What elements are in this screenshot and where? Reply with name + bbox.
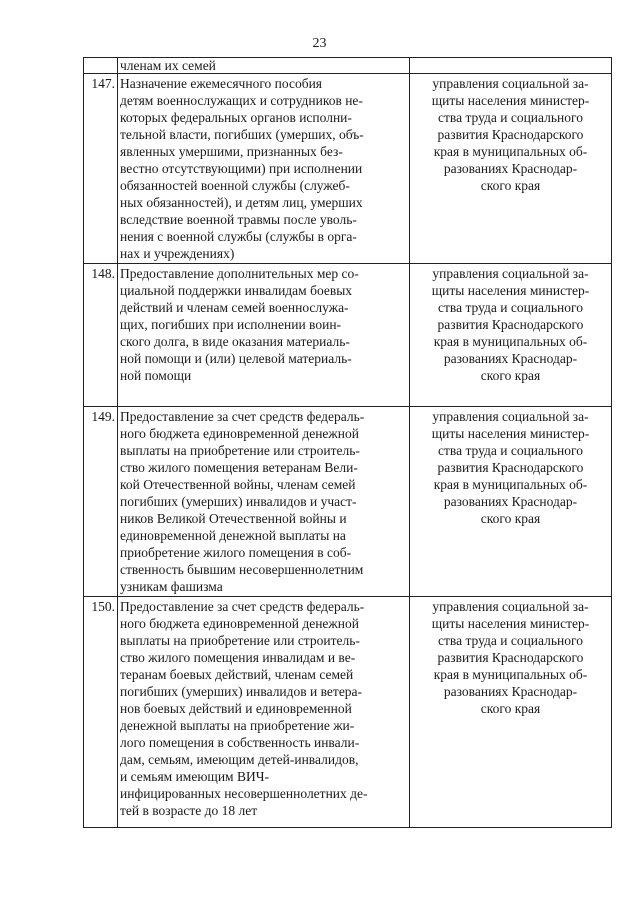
description-line: щих, погибших при исполнении воин- — [120, 317, 342, 332]
description-line: Предоставление дополнительных мер со- — [120, 266, 359, 281]
organization-line: края в муниципальных об- — [433, 144, 588, 159]
description-line: Назначение ежемесячного пособия — [120, 76, 322, 91]
organization-line: развития Краснодарского — [437, 650, 584, 665]
description-line: обязанностей военной службы (служеб- — [120, 178, 350, 193]
row-number: 150. — [84, 597, 118, 828]
description-line: вестно отсутствующими) при исполнении — [120, 161, 363, 176]
row-description — [118, 407, 410, 597]
row-description — [118, 74, 410, 264]
organization-line: управления социальной за- — [432, 409, 589, 424]
description-line: ной помощи — [120, 368, 192, 383]
row-organization — [410, 597, 612, 828]
description-line: кой Отечественной войны, членам семей — [120, 477, 356, 492]
organization-line: щиты населения министер- — [431, 616, 590, 631]
organization-line: развития Краснодарского — [437, 127, 584, 142]
description-line: лого помещения в собственность инвали- — [120, 735, 360, 750]
organization-line: края в муниципальных об- — [433, 477, 588, 492]
organization-line: ского края — [480, 368, 541, 383]
description-line: Предоставление за счет средств федераль- — [120, 599, 365, 614]
table-row-continuation — [84, 58, 612, 74]
organization-line: края в муниципальных об- — [433, 334, 588, 349]
organization-line: управления социальной за- — [432, 599, 589, 614]
description-line: которых федеральных органов исполни- — [120, 110, 352, 125]
description-line: приобретение жилого помещения в соб- — [120, 545, 352, 560]
table-row — [84, 407, 612, 597]
row-number: 148. — [84, 264, 118, 407]
description-line: и семьям имеющим ВИЧ- — [120, 769, 269, 784]
row-organization — [410, 407, 612, 597]
description-line: ство жилого помещения инвалидам и ве- — [120, 650, 356, 665]
organization-line: щиты населения министер- — [431, 426, 590, 441]
row-organization — [410, 74, 612, 264]
organization-line: края в муниципальных об- — [433, 667, 588, 682]
description-line: нения с военной службы (службы в орга- — [120, 229, 357, 244]
description-line: ственность бывшим несовершеннолетним — [120, 562, 364, 577]
table-row — [84, 264, 612, 407]
organization-line: ского края — [480, 701, 541, 716]
description-line: денежной выплаты на приобретение жи- — [120, 718, 355, 733]
table-row — [84, 597, 612, 828]
services-table — [83, 57, 612, 828]
organization-line: ства труда и социального — [438, 300, 583, 315]
description-line: ного бюджета единовременной денежной — [120, 616, 359, 631]
description-line: ство жилого помещения ветеранам Вели- — [120, 460, 358, 475]
row-number: 147. — [84, 74, 118, 264]
organization-line: разованиях Краснодар- — [443, 161, 578, 176]
organization-line: щиты населения министер- — [431, 283, 590, 298]
description-line: дам, семьям, имеющим детей-инвалидов, — [120, 752, 359, 767]
organization-line: развития Краснодарского — [437, 460, 584, 475]
description-line: погибших (умерших) инвалидов и участ- — [120, 494, 357, 509]
organization-line: ства труда и социального — [438, 443, 583, 458]
organization-line: ства труда и социального — [438, 633, 583, 648]
page-number: 23 — [312, 36, 327, 51]
organization-line: щиты населения министер- — [431, 93, 590, 108]
description-line: единовременной денежной выплаты на — [120, 528, 346, 543]
organization-line: управления социальной за- — [432, 76, 589, 91]
description-line: ных обязанностей), и детям лиц, умерших — [120, 195, 363, 210]
description-line: членам их семей — [120, 58, 216, 73]
description-line: ского долга, в виде оказания материаль- — [120, 334, 350, 349]
table-body — [84, 58, 612, 828]
description-line: ной помощи и (или) целевой материаль- — [120, 351, 352, 366]
description-line: нов боевых действий и единовременной — [120, 701, 352, 716]
row-description — [118, 597, 410, 828]
description-line: инфицированных несовершеннолетних де- — [120, 786, 368, 801]
row-organization — [410, 264, 612, 407]
row-description — [118, 264, 410, 407]
organization-line: разованиях Краснодар- — [443, 351, 578, 366]
row-description — [118, 58, 410, 74]
organization-line: разованиях Краснодар- — [443, 684, 578, 699]
organization-line: ского края — [480, 178, 541, 193]
description-line: действий и членам семей военнослужа- — [120, 300, 349, 315]
description-line: выплаты на приобретение или строитель- — [120, 633, 360, 648]
organization-line: ского края — [480, 511, 541, 526]
row-number — [84, 58, 118, 74]
organization-line: управления социальной за- — [432, 266, 589, 281]
row-number: 149. — [84, 407, 118, 597]
description-line: теранам боевых действий, членам семей — [120, 667, 354, 682]
description-line: вследствие военной травмы после уволь- — [120, 212, 357, 227]
description-line: тей в возрасте до 18 лет — [120, 803, 258, 818]
description-line: нах и учреждениях) — [120, 246, 235, 261]
description-line: Предоставление за счет средств федераль- — [120, 409, 365, 424]
description-line: тельной власти, погибших (умерших, объ- — [120, 127, 364, 142]
description-line: детям военнослужащих и сотрудников не- — [120, 93, 363, 108]
description-line: погибших (умерших) инвалидов и ветера- — [120, 684, 363, 699]
organization-line: ства труда и социального — [438, 110, 583, 125]
description-line: явленных умершими, признанных без- — [120, 144, 343, 159]
description-line: ного бюджета единовременной денежной — [120, 426, 359, 441]
description-line: узникам фашизма — [120, 579, 223, 594]
organization-line: развития Краснодарского — [437, 317, 584, 332]
description-line: циальной поддержки инвалидам боевых — [120, 283, 353, 298]
organization-line: разованиях Краснодар- — [443, 494, 578, 509]
description-line: выплаты на приобретение или строитель- — [120, 443, 360, 458]
description-line: ников Великой Отечественной войны и — [120, 511, 347, 526]
row-organization — [410, 58, 612, 74]
table-row — [84, 74, 612, 264]
